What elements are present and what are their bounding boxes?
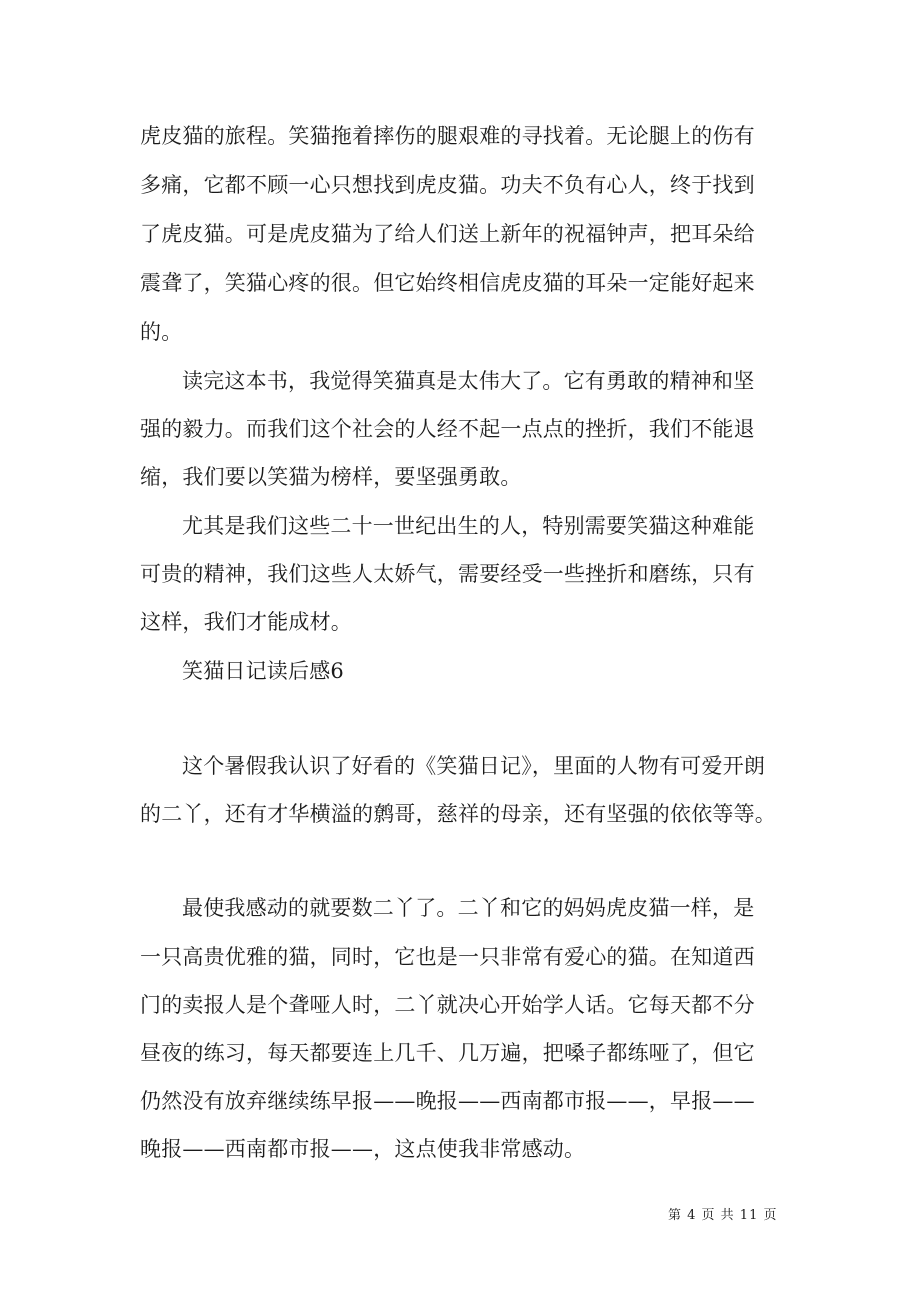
p5-line-4: 昼夜的练习，每天都要连上几千、几万遍，把嗓子都练哑了，但它 [140,1041,755,1065]
p1-line-3: 了虎皮猫。可是虎皮猫为了给人们送上新年的祝福钟声，把耳朵给 [140,222,755,246]
p3-line-1: 尤其是我们这些二十一世纪出生的人，特别需要笑猫这种难能 [182,514,755,538]
p1-line-5: 的。 [140,320,183,344]
p4-line-1: 这个暑假我认识了好看的《笑猫日记》，里面的人物有可爱开朗 [182,754,766,778]
p1-line-1: 虎皮猫的旅程。笑猫拖着摔伤的腿艰难的寻找着。无论腿上的伤有 [140,124,755,148]
p3-line-2: 可贵的精神，我们这些人太娇气，需要经受一些挫折和磨练，只有 [140,562,755,586]
p3-line-3: 这样，我们才能成材。 [140,610,352,634]
p1-line-2: 多痛，它都不顾一心只想找到虎皮猫。功夫不负有心人，终于找到 [140,173,755,197]
p2-line-1: 读完这本书，我觉得笑猫真是太伟大了。它有勇敢的精神和坚 [182,369,755,393]
section-heading: 笑猫日记读后感6 [182,659,344,683]
p5-line-5: 仍然没有放弃继续练早报——晚报——西南都市报——，早报—— [140,1089,755,1113]
page-number-footer: 第 4 页 共 11 页 [668,1208,778,1223]
p4-line-2: 的二丫，还有才华横溢的鹩哥，慈祥的母亲，还有坚强的依依等等。 [140,802,776,826]
p5-line-2: 一只高贵优雅的猫，同时，它也是一只非常有爱心的猫。在知道西 [140,945,755,969]
p2-line-3: 缩，我们要以笑猫为榜样，要坚强勇敢。 [140,465,522,489]
p5-line-1: 最使我感动的就要数二丫了。二丫和它的妈妈虎皮猫一样，是 [182,896,755,920]
p5-line-3: 门的卖报人是个聋哑人时，二丫就决心开始学人话。它每天都不分 [140,993,755,1017]
p1-line-4: 震聋了，笑猫心疼的很。但它始终相信虎皮猫的耳朵一定能好起来 [140,271,755,295]
p5-line-6: 晚报——西南都市报——，这点使我非常感动。 [140,1137,586,1161]
p2-line-2: 强的毅力。而我们这个社会的人经不起一点点的挫折，我们不能退 [140,417,755,441]
